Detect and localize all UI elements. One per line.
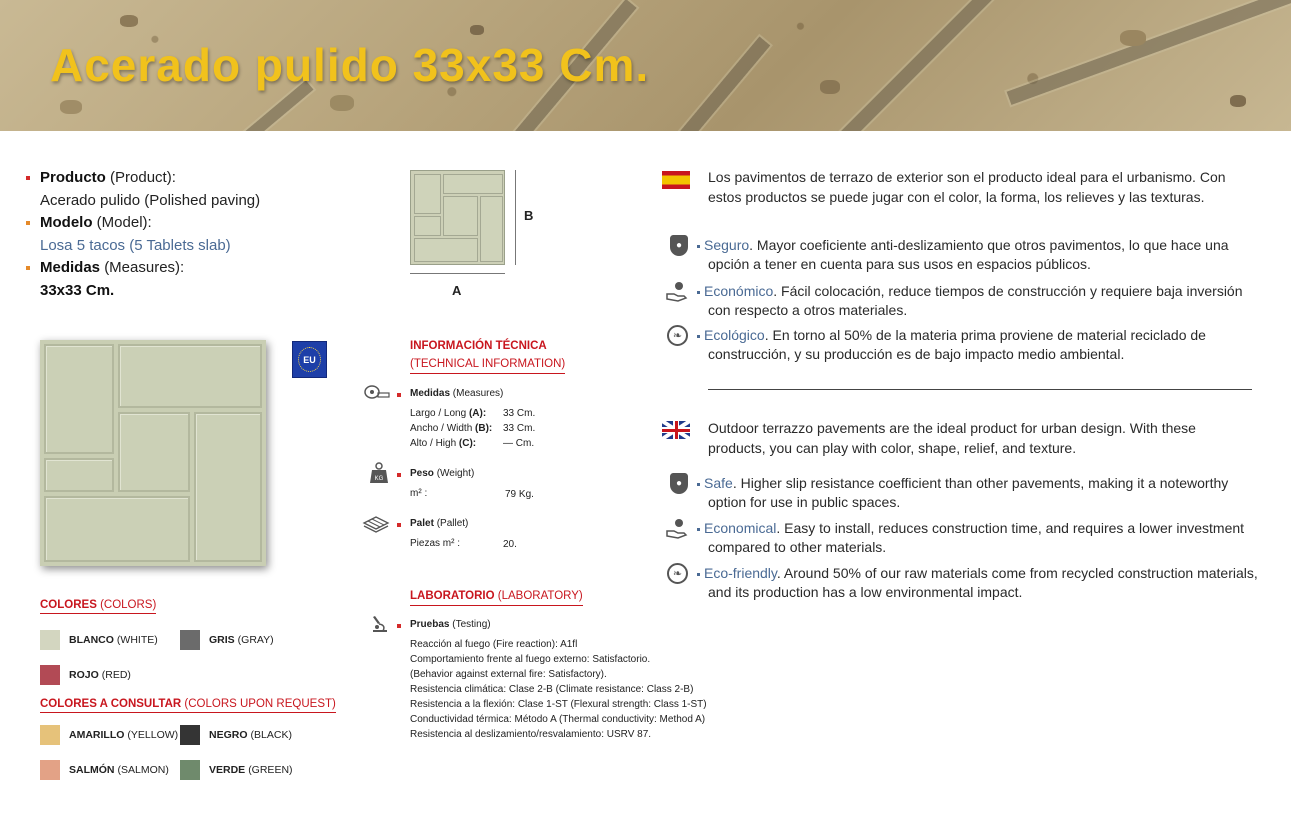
color-name-en: (SALMON) (117, 764, 169, 776)
es-feature-safe (697, 236, 1253, 274)
modelo-value-en: (5 Tablets slab) (129, 236, 231, 254)
tech-weight-row: m² : (410, 488, 428, 499)
bullet (397, 473, 401, 477)
color-name-en: (WHITE) (116, 634, 158, 646)
page-title: Acerado pulido 33x33 Cm. (50, 39, 650, 91)
tech-width-row (410, 423, 492, 434)
color-name: AMARILLO (69, 729, 125, 741)
feature-keyword: Seguro (704, 237, 750, 253)
producto-label: Producto (40, 169, 106, 186)
measuring-tape-icon (364, 384, 390, 403)
microscope-icon (370, 614, 390, 637)
tech-length-value: 33 Cm. (503, 408, 536, 419)
pallet-icon (362, 515, 390, 536)
dimension-line-a (410, 273, 505, 274)
width-label: Ancho / Width (410, 423, 473, 434)
tech-info-title-es: INFORMACIÓN TÉCNICA (410, 340, 547, 352)
feature-keyword: Económico (704, 283, 774, 299)
producto-value: Acerado pulido (40, 191, 141, 209)
lab-line: (Behavior against external fire: Satisfactory). (410, 669, 607, 680)
hand-coin-icon (666, 517, 688, 539)
medidas-value: 33x33 Cm. (40, 281, 115, 299)
color-name-en: (GRAY) (237, 634, 274, 646)
bullet (26, 266, 30, 270)
shield-lock-icon: ● (670, 473, 688, 494)
feature-text: . Mayor coeficiente anti-deslizamiento que otros pavimentos, lo que hace una opción a tener en cuenta para sus usos en espacios públicos. (708, 237, 1229, 272)
bullet (26, 221, 30, 225)
color-name: BLANCO (69, 634, 114, 646)
bullet (26, 176, 30, 180)
lab-line: Resistencia al deslizamiento/resvalamiento: USRV 87. (410, 729, 652, 740)
lab-line: Comportamiento frente al fuego externo: Satisfactorio. (410, 654, 651, 665)
color-name: GRIS (209, 634, 235, 646)
tech-info-title-en: (TECHNICAL INFORMATION) (410, 358, 566, 370)
color-name-en: (GREEN) (248, 764, 293, 776)
product-row (26, 167, 260, 190)
lab-title (410, 587, 583, 606)
colors-request-title-es: COLORES A CONSULTAR (40, 698, 182, 710)
spain-flag-icon (662, 171, 690, 189)
colors-request-title (40, 698, 336, 713)
product-tile-image (40, 340, 266, 566)
pallet-label: Palet (410, 518, 434, 529)
length-label: Largo / Long (410, 408, 467, 419)
feature-text: . Higher slip resistance coefficient than other pavements, making it a noteworthy option for use in public spaces. (708, 475, 1229, 510)
swatch-chip (180, 760, 200, 780)
tech-height-value: — Cm. (503, 438, 535, 449)
en-feature-eco (697, 564, 1263, 602)
tech-width-value: 33 Cm. (503, 423, 536, 434)
color-name-en: (RED) (101, 669, 131, 681)
colors-title (40, 599, 156, 614)
measures-label: Medidas (410, 388, 451, 399)
pallet-label-en: (Pallet) (436, 518, 469, 529)
medidas-label: Medidas (40, 259, 101, 276)
leaf-icon: ❧ (667, 563, 688, 584)
shield-lock-icon: ● (670, 235, 688, 256)
tech-pallet-label (410, 518, 468, 529)
es-intro: Los pavimentos de terrazo de exterior son el producto ideal para el urbanismo. Con estos productos se puede jugar con el color, la forma, los relieves y las texturas. (708, 169, 1226, 205)
height-key: (C): (458, 438, 477, 449)
model-value-row (26, 235, 260, 258)
tests-label-en: (Testing) (452, 619, 491, 630)
measures-value-row (26, 280, 260, 303)
product-info (26, 167, 260, 302)
es-feature-eco (697, 326, 1253, 364)
tech-height-row (410, 438, 476, 449)
color-swatch-red (40, 665, 131, 685)
en-feature-safe (697, 474, 1253, 512)
product-value-row (26, 190, 260, 213)
color-name: ROJO (69, 669, 99, 681)
tech-pallet-value: 20. (503, 539, 517, 550)
swatch-chip (40, 760, 60, 780)
dimension-b-label: B (524, 208, 534, 223)
feature-text: . Easy to install, reduces construction time, and requires a lower investment compared to other materials. (708, 520, 1245, 555)
tech-weight-value: 79 Kg. (505, 489, 534, 500)
feature-keyword: Eco-friendly (704, 565, 777, 581)
weight-icon (369, 462, 389, 487)
en-intro: Outdoor terrazzo pavements are the ideal product for urban design. With these products, you can play with color, shape, relief, and texture. (708, 420, 1196, 456)
producto-value-en: (Polished paving) (144, 191, 261, 209)
modelo-en: (Model): (96, 214, 152, 231)
header-banner (0, 0, 1291, 131)
color-name-en: (YELLOW) (127, 729, 179, 741)
length-key: (A): (468, 408, 487, 419)
tests-label: Pruebas (410, 619, 450, 630)
color-swatch-gray (180, 630, 274, 650)
en-feature-economical (697, 519, 1253, 557)
measures-label-en: (Measures) (452, 388, 504, 399)
color-swatch-green (180, 760, 293, 780)
kg-icon-text: KG (374, 476, 384, 482)
color-name: SALMÓN (69, 764, 115, 776)
language-divider (708, 389, 1252, 390)
swatch-chip (180, 725, 200, 745)
width-key: (B): (475, 423, 493, 434)
weight-label: Peso (410, 468, 434, 479)
tile-dimension-diagram (410, 170, 550, 300)
color-name: NEGRO (209, 729, 248, 741)
color-name: VERDE (209, 764, 246, 776)
model-row (26, 212, 260, 235)
color-swatch-yellow (40, 725, 178, 745)
modelo-value: Losa 5 tacos (40, 236, 126, 254)
tech-info-title (410, 337, 565, 374)
feature-text: . En torno al 50% de la materia prima proviene de material reciclado de construcción, y su producción es de bajo impacto medio ambiental. (708, 327, 1206, 362)
swatch-chip (40, 665, 60, 685)
color-swatch-black (180, 725, 292, 745)
feature-keyword: Ecológico (704, 327, 765, 343)
feature-text: . Around 50% of our raw materials come from recycled construction materials, and its production has a low environmental impact. (708, 565, 1258, 600)
swatch-chip (40, 725, 60, 745)
lab-line: Resistencia climática: Clase 2-B (Climate resistance: Class 2-B) (410, 684, 694, 695)
bullet (397, 523, 401, 527)
uk-flag-icon (662, 421, 690, 439)
mini-tile-image (410, 170, 505, 265)
weight-label-en: (Weight) (436, 468, 475, 479)
color-swatch-white (40, 630, 158, 650)
medidas-en: (Measures): (104, 259, 185, 276)
bullet (397, 624, 401, 628)
tech-weight-label (410, 468, 474, 479)
height-label: Alto / High (410, 438, 457, 449)
swatch-chip (40, 630, 60, 650)
lab-tests-label (410, 619, 491, 630)
lab-line: Reacción al fuego (Fire reaction): A1fl (410, 639, 578, 650)
bullet (397, 393, 401, 397)
eu-badge-text: EU (303, 354, 316, 365)
feature-text: . Fácil colocación, reduce tiempos de construcción y requiere baja inversión con respecto a otros materiales. (708, 283, 1243, 318)
colors-title-en: (COLORS) (100, 599, 157, 611)
lab-title-en: (LABORATORY) (497, 590, 583, 602)
tech-length-row (410, 408, 486, 419)
feature-keyword: Safe (704, 475, 733, 491)
colors-title-es: COLORES (40, 599, 97, 611)
tech-pallet-row: Piezas m² : (410, 538, 461, 549)
lab-line: Resistencia a la flexión: Clase 1-ST (Flexural strength: Class 1-ST) (410, 699, 707, 710)
producto-en: (Product): (110, 169, 176, 186)
color-swatch-salmon (40, 760, 169, 780)
hand-coin-icon (666, 280, 688, 302)
swatch-chip (180, 630, 200, 650)
colors-request-title-en: (COLORS UPON REQUEST) (184, 698, 336, 710)
lab-title-es: LABORATORIO (410, 590, 495, 602)
leaf-icon: ❧ (667, 325, 688, 346)
eu-badge (292, 341, 327, 378)
measures-row (26, 257, 260, 280)
color-name-en: (BLACK) (250, 729, 292, 741)
dimension-a-label: A (452, 283, 462, 298)
feature-keyword: Economical (704, 520, 777, 536)
es-feature-economical (697, 282, 1253, 320)
dimension-line-b (515, 170, 516, 265)
tech-measures-label (410, 388, 503, 399)
modelo-label: Modelo (40, 214, 93, 231)
lab-line: Conductividad térmica: Método A (Thermal conductivity: Method A) (410, 714, 706, 725)
